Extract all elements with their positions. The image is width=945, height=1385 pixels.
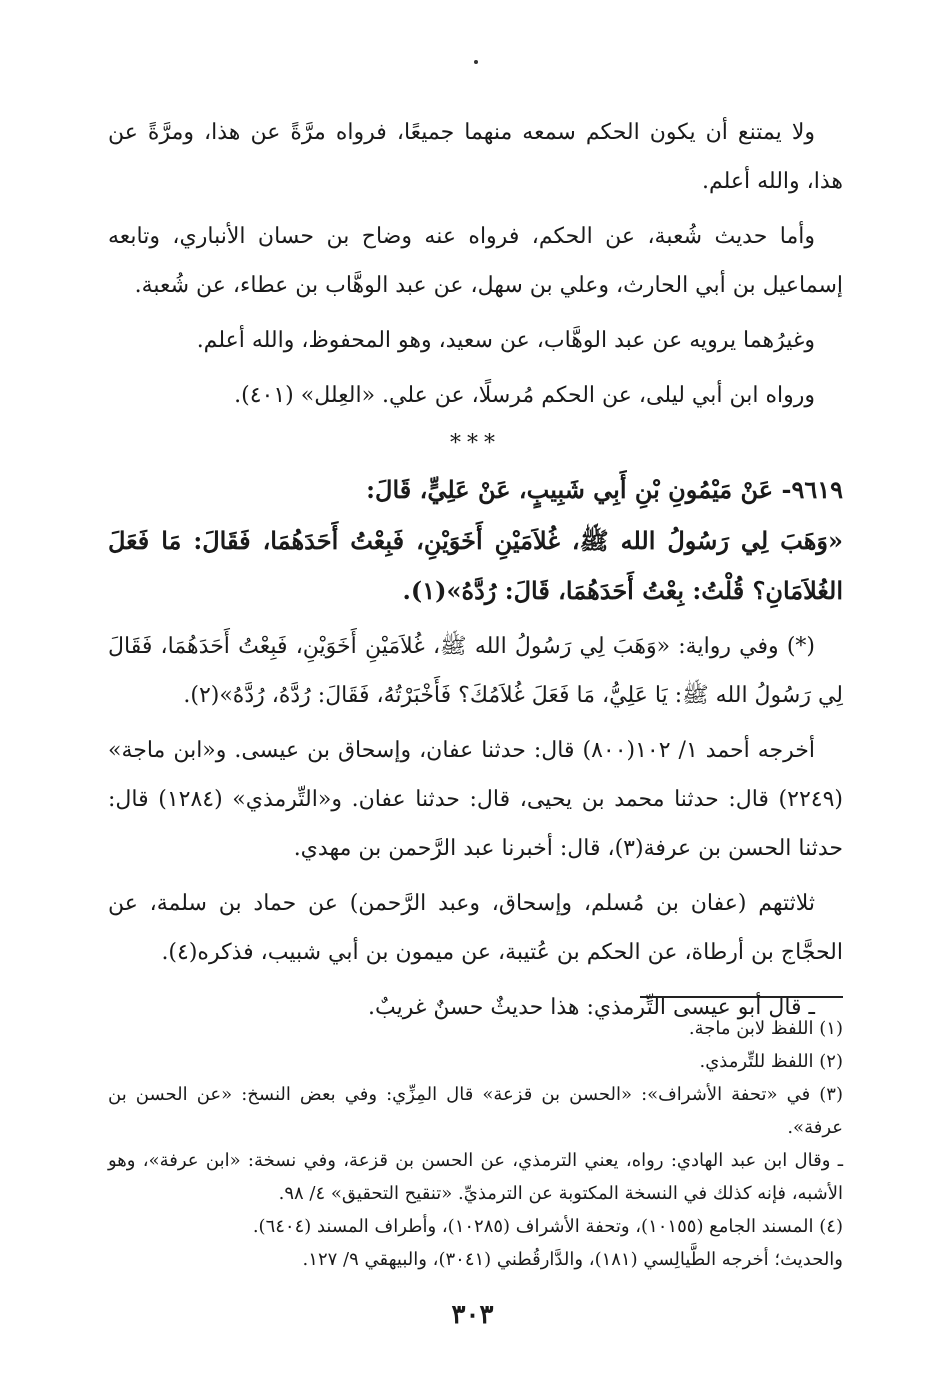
footnote-3-continuation: ـ وقال ابن عبد الهادي: رواه، يعني الترمذي، عن الحسن بن قزعة، وفي نسخة: «ابن عرفة»، وهو الأشبه، فإنه كذلك في النسخة المكتوبة عن الترمذيِّ. «تنقيح التحقيق» ٤/ ٩٨.: [108, 1150, 843, 1204]
footnotes: [108, 1012, 843, 1276]
hadith-text: «وَهَبَ لِي رَسُولُ الله ﷺ، غُلاَمَيْنِ أَخَوَيْنِ، فَبِعْتُ أَحَدَهُمَا، فَقَالَ: مَا فَعَلَ الغُلاَمَانِ؟ قُلْتُ: بِعْتُ أَحَدَهُمَا، قَالَ: رُدَّهُ»(١).: [108, 526, 843, 605]
tirmidhi-verdict: ـ قال أبو عيسى التِّرمذي: هذا حديثٌ حسنٌ غريبٌ.: [368, 995, 815, 1020]
top-dot: [474, 60, 478, 64]
footnote-divider: [640, 996, 843, 998]
footnote-2: (٢) اللفظ للتِّرمذي.: [699, 1051, 843, 1072]
paragraph-1: ولا يمتنع أن يكون الحكم سمعه منهما جميعًا، فرواه مرَّةً عن هذا، ومرَّةً عن هذا، والله أعلم.: [108, 120, 843, 194]
paragraph-3: وغيرُهما يرويه عن عبد الوهَّاب، عن سعيد، وهو المحفوظ، والله أعلم.: [196, 328, 815, 353]
footnote-4: (٤) المسند الجامع (١٠١٥٥)، وتحفة الأشراف (١٠٢٨٥)، وأطراف المسند (٦٤٠٤).: [252, 1216, 843, 1237]
riwaya-paragraph: (*) وفي رواية: «وَهَبَ لِي رَسُولُ الله ﷺ، غُلاَمَيْنِ أَخَوَيْنِ، فَبِعْتُ أَحَدَهُمَا، فَقَالَ لِي رَسُولُ الله ﷺ: يَا عَلِيُّ، مَا فَعَلَ غُلاَمُكَ؟ فَأَخْبَرْتُهُ، فَقَالَ: رُدَّهُ، رُدَّهُ»(٢).: [108, 634, 843, 708]
footnote-3: (٣) في «تحفة الأشراف»: «الحسن بن قزعة» قال المِزِّي: وفي بعض النسخ: «عن الحسن بن عرفة».: [108, 1084, 843, 1138]
main-text: [108, 108, 843, 1038]
paragraph-2: وأما حديث شُعبة، عن الحكم، فرواه عنه وضاح بن حسان الأنباري، وتابعه إسماعيل بن أبي الحارث، وعلي بن سهل، عن عبد الوهَّاب بن عطاء، عن شُعبة.: [108, 224, 843, 298]
paragraph-4: ورواه ابن أبي ليلى، عن الحكم مُرسلًا، عن علي. «العِلل» (٤٠١).: [234, 383, 815, 408]
footnote-1: (١) اللفظ لابن ماجة.: [688, 1018, 843, 1039]
chain-paragraph: ثلاثتهم (عفان بن مُسلم، وإسحاق، وعبد الرَّحمن) عن حماد بن سلمة، عن الحجَّاج بن أرطاة، عن الحكم بن عُتيبة، عن ميمون بن أبي شبيب، فذكره(٤).: [108, 891, 843, 965]
section-separator: ***: [450, 431, 501, 456]
footnote-4-continuation: والحديث؛ أخرجه الطَّيالِسي (١٨١)، والدَّارقُطني (٣٠٤١)، والبيهقي ٩/ ١٢٧.: [302, 1249, 843, 1270]
page-number: ٣٠٣: [451, 1300, 494, 1330]
hadith-number-line: ٩٦١٩- عَنْ مَيْمُونِ بْنِ أَبِي شَبِيبٍ، عَنْ عَلِيٍّ، قَالَ:: [366, 475, 843, 504]
takhrij-paragraph: أخرجه أحمد ١/ ١٠٢(٨٠٠) قال: حدثنا عفان، وإسحاق بن عيسى. و«ابن ماجة» (٢٢٤٩) قال: حدثنا محمد بن يحيى، قال: حدثنا عفان. و«التِّرمذي» (١٢٨٤) قال: حدثنا الحسن بن عرفة(٣)، قال: أخبرنا عبد الرَّحمن بن مهدي.: [108, 738, 843, 861]
